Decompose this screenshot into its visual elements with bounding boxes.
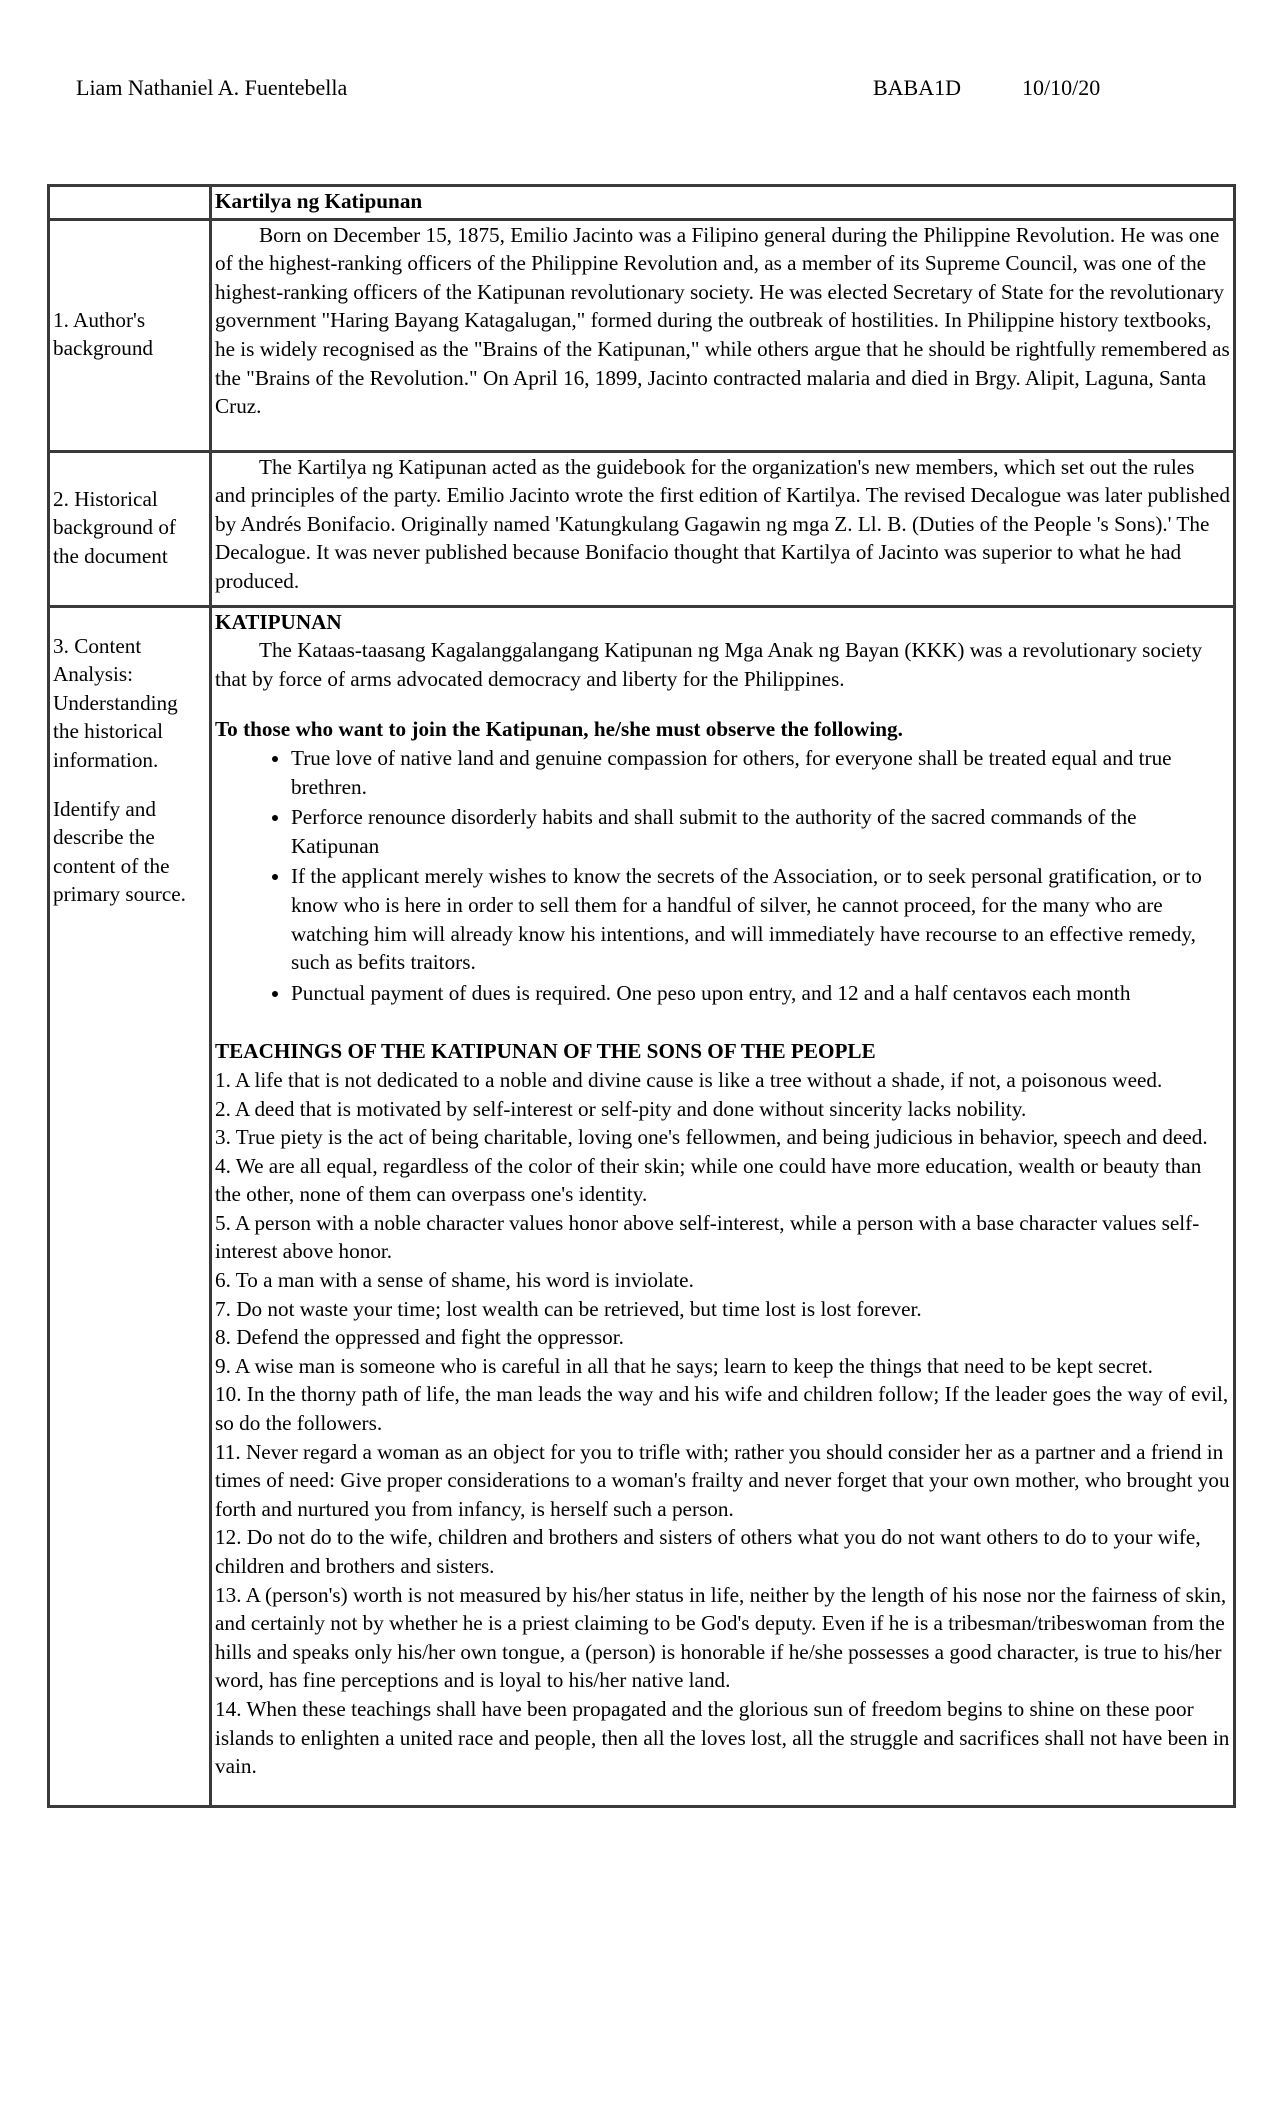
rules-list [215, 744, 1230, 1007]
analysis-table [47, 184, 1236, 1808]
title-row [49, 186, 1235, 220]
author-text: Born on December 15, 1875, Emilio Jacinto was a Filipino general during the Philippine Revolution. He was one of the highest-ranking officers of the Philippine Revolution and, as a member of its Supreme Council, was one of the highest-ranking officers of the Katipunan revolutionary society. He was elected Secretary of State for the revolutionary government "Haring Bayang Katagalugan," formed during the outbreak of hostilities. In Philippine history textbooks, he is widely recognised as the "Brains of the Katipunan," while others argue that he should be rightfully remembered as the "Brains of the Revolution." On April 16, 1899, Jacinto contracted malaria and died in Brgy. Alipit, Laguna, Santa Cruz. [215, 222, 1230, 419]
list-item: • If the applicant merely wishes to know the secrets of the Association, or to seek personal gratification, or to know who is here in order to sell them for a handful of silver, he cannot proceed, for the many who are watching him will already know his intentions, and will immediately have recourse to an effective remedy, such as befits traitors. [291, 862, 1230, 976]
empty-corner-cell [49, 186, 211, 220]
katipunan-text: The Kataas-taasang Kagalanggalangang Katipunan ng Mga Anak ng Bayan (KKK) was a revolutionary society that by force of arms advocated democracy and liberty for the Philippines. [215, 638, 1203, 691]
teaching-item: 3. True piety is the act of being charitable, loving one's fellowmen, and being judicious in behavior, speech and deed. [215, 1125, 1208, 1150]
cell-bottom-space [215, 1781, 1230, 1803]
teaching-item: 11. Never regard a woman as an object for you to trifle with; rather you should consider her as a partner and a friend in times of need: Give proper considerations to a woman's frailty and never forget that your own mother, who brought you forth and nurtured you from infancy, is herself such a person. [215, 1439, 1230, 1521]
katipunan-heading: KATIPUNAN [215, 609, 342, 634]
teaching-item: 14. When these teachings shall have been propagated and the glorious sun of freedom begins to shine on these poor islands to enlighten a united race and people, then all the loves lost, all the struggle and sacrifices shall not have been in vain. [215, 1696, 1230, 1779]
student-name: Liam Nathaniel A. Fuentebella [76, 75, 348, 100]
teaching-item: 2. A deed that is motivated by self-interest or self-pity and done without sincerity lacks nobility. [215, 1096, 1027, 1121]
history-cell [211, 451, 1235, 606]
author-cell [211, 219, 1235, 451]
author-label: 1. Author's background [49, 219, 211, 451]
content-instruction: Identify and describe the content of the primary source. [53, 796, 186, 907]
history-row [49, 451, 1235, 606]
content-cell [211, 606, 1235, 1806]
teaching-item: 9. A wise man is someone who is careful in all that he says; learn to keep the things that need to be kept secret. [215, 1353, 1153, 1378]
class-section: BABA1D [873, 75, 962, 100]
teaching-item: 5. A person with a noble character values honor above self-interest, while a person with a base character values self-interest above honor. [215, 1210, 1200, 1264]
author-row [49, 219, 1235, 451]
teaching-item: 6. To a man with a sense of shame, his word is inviolate. [215, 1268, 694, 1293]
teaching-item: 13. A (person's) worth is not measured by his/her status in life, neither by the length of his nose nor the fairness of skin, and certainly not by whether he is a priest claiming to be God's deputy. Even if he is a tribesman/tribeswoman from the hills and speaks only his/her own tongue, a (person) is honorable if he/she possesses a good character, is true to his/her word, has fine perceptions and is loyal to his/her native land. [215, 1582, 1227, 1693]
teaching-item: 4. We are all equal, regardless of the color of their skin; while one could have more education, wealth or beauty than the other, none of them can overpass one's identity. [215, 1153, 1202, 1207]
content-row [49, 606, 1235, 1806]
content-label: 3. Content Analysis: Understanding the historical information. [53, 633, 178, 772]
list-item: • Punctual payment of dues is required. One peso upon entry, and 12 and a half centavos each month [291, 979, 1230, 1008]
history-text: The Kartilya ng Katipunan acted as the guidebook for the organization's new members, which set out the rules and principles of the party. Emilio Jacinto wrote the first edition of Kartilya. The revised Decalogue was later published by Andrés Bonifacio. Originally named 'Katungkulang Gagawin ng mga Z. Ll. B. (Duties of the People 's Sons).' The Decalogue. It was never published because Bonifacio thought that Kartilya of Jacinto was superior to what he had produced. [215, 454, 1230, 593]
teaching-item: 1. A life that is not dedicated to a noble and divine cause is like a tree without a shade, if not, a poisonous weed. [215, 1067, 1163, 1092]
document-title: Kartilya ng Katipunan [211, 186, 1235, 220]
teaching-item: 10. In the thorny path of life, the man leads the way and his wife and children follow; If the leader goes the way of evil, so do the followers. [215, 1382, 1229, 1436]
content-label-cell [49, 606, 211, 1806]
list-item: • True love of native land and genuine compassion for others, for everyone shall be treated equal and true brethren. [291, 744, 1230, 801]
join-heading: To those who want to join the Katipunan, he/she must observe the following. [215, 717, 903, 742]
history-label: 2. Historical background of the document [49, 451, 211, 606]
teaching-item: 12. Do not do to the wife, children and brothers and sisters of others what you do not want others to do to your wife, children and brothers and sisters. [215, 1525, 1201, 1578]
document-date: 10/10/20 [1022, 75, 1101, 100]
teaching-item: 7. Do not waste your time; lost wealth can be retrieved, but time lost is lost forever. [215, 1296, 922, 1321]
teachings-heading: TEACHINGS OF THE KATIPUNAN OF THE SONS OF THE PEOPLE [215, 1039, 876, 1064]
list-item: • Perforce renounce disorderly habits and shall submit to the authority of the sacred commands of the Katipunan [291, 803, 1230, 860]
teaching-item: 8. Defend the oppressed and fight the oppressor. [215, 1325, 624, 1350]
